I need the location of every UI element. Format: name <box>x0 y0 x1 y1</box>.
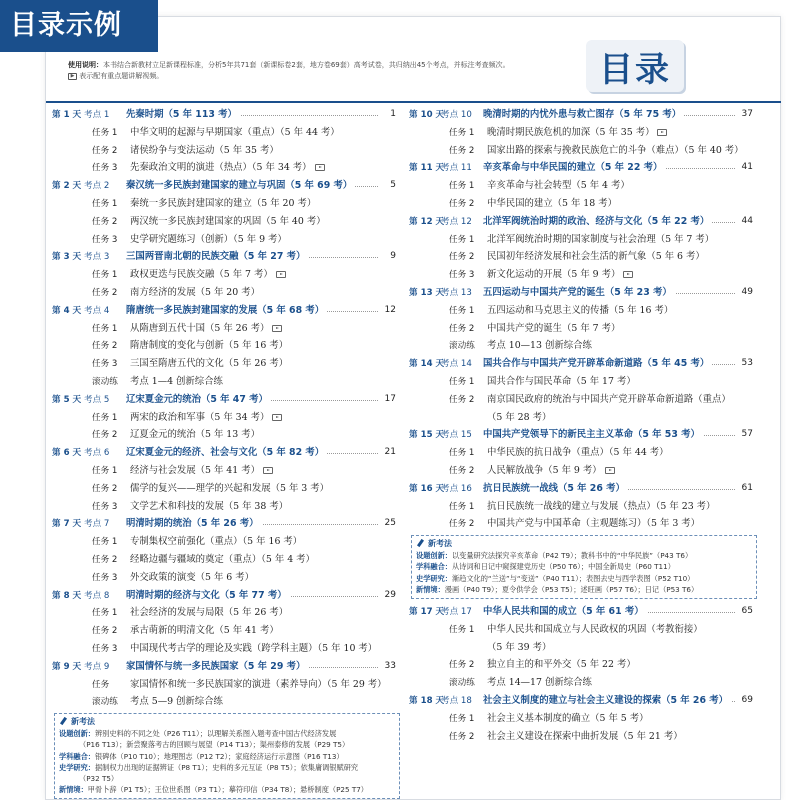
topic-number: 考点 6 <box>84 448 110 459</box>
task-line[interactable] <box>52 640 402 658</box>
task-text: （5 年 39 考） <box>487 641 552 653</box>
task-label: 任务 1 <box>449 624 475 635</box>
topic-title: 社会主义制度的建立与社会主义建设的探索（5 年 26 考） <box>483 695 731 706</box>
task-label: 任务 2 <box>92 483 118 494</box>
day-label: 第 8 天 <box>52 590 82 601</box>
topic-number: 考点 12 <box>441 216 472 227</box>
task-line[interactable] <box>409 266 759 284</box>
task-label: 任务 2 <box>92 430 118 441</box>
note-line <box>59 739 395 750</box>
topic-number: 考点 14 <box>441 359 472 370</box>
task-label: 任务 1 <box>449 127 475 138</box>
note-line <box>59 751 395 762</box>
task-text: 三国至隋唐五代的文化（5 年 26 考） <box>130 358 289 370</box>
task-line[interactable] <box>409 195 759 213</box>
task-label: 任务 2 <box>92 216 118 227</box>
task-text: 人民解放战争（5 年 9 考） <box>487 464 602 476</box>
task-text: 国共合作与国民革命（5 年 17 考） <box>487 375 636 387</box>
task-text: 辛亥革命与社会转型（5 年 4 考） <box>487 180 630 192</box>
toc-entry-heading[interactable] <box>409 426 759 444</box>
task-line[interactable] <box>409 177 759 195</box>
task-label: 任务 1 <box>92 608 118 619</box>
task-line[interactable] <box>52 462 402 480</box>
day-label: 第 9 天 <box>52 661 82 672</box>
topic-number: 考点 8 <box>84 590 110 601</box>
task-text: 社会主义建设在探索中曲折发展（5 年 21 考） <box>487 730 683 742</box>
task-label: 任务 1 <box>449 181 475 192</box>
toc-entry-heading[interactable] <box>52 444 402 462</box>
topic-title: 家国情怀与统一多民族国家（5 年 29 考） <box>126 661 308 672</box>
toc-entry-heading[interactable] <box>409 692 759 710</box>
note-line <box>59 784 395 795</box>
day-label: 第 12 天 <box>409 216 445 227</box>
note-title-text: 新考法 <box>428 539 452 549</box>
task-label: 任务 1 <box>92 127 118 138</box>
task-label: 任务 2 <box>449 252 475 263</box>
topic-number: 考点 9 <box>84 661 110 672</box>
toc-entry-heading[interactable] <box>52 587 402 605</box>
toc-entry-heading[interactable] <box>52 302 402 320</box>
topic-title: 明清时期的统治（5 年 26 考） <box>126 518 262 529</box>
topic-title: 晚清时期的内忧外患与救亡图存（5 年 75 考） <box>483 109 684 120</box>
note-text: 以变量研究法探究辛亥革命（P42 T9）；教科书中的“中华民族”（P43 T6） <box>451 551 693 561</box>
task-line[interactable] <box>409 320 759 338</box>
task-text: 儒学的复兴——理学的兴起和发展（5 年 3 考） <box>130 482 329 494</box>
note-category: 史学研究： <box>59 762 95 772</box>
task-line[interactable] <box>409 231 759 249</box>
toc-title-box <box>586 40 684 92</box>
task-text: 五四运动和马克思主义的传播（5 年 16 考） <box>487 304 674 316</box>
task-label: 任务 2 <box>449 519 475 530</box>
task-text: 两宋的政治和军事（5 年 34 考） <box>130 411 270 423</box>
topic-number: 考点 3 <box>84 252 110 263</box>
task-line[interactable] <box>52 195 402 213</box>
task-text: 中国共产党的诞生（5 年 7 考） <box>487 322 621 334</box>
task-text: 考点 14—17 创新综合练 <box>487 677 592 689</box>
note-category: 新情境： <box>59 785 88 795</box>
task-line[interactable] <box>52 337 402 355</box>
task-text: 中国共产党与中国革命（主观题练习）（5 年 3 考） <box>487 518 701 530</box>
task-label: 任务 2 <box>92 554 118 565</box>
task-line[interactable] <box>409 248 759 266</box>
task-line[interactable] <box>52 320 402 338</box>
task-label: 任务 <box>92 679 110 690</box>
toc-entry-heading[interactable] <box>52 248 402 266</box>
task-label: 任务 1 <box>92 198 118 209</box>
note-text: 渐趋文化的“兰送”与“变送”（P40 T11）；表图去史与西学表图（P52 T10） <box>451 573 695 583</box>
task-text: 史学研究题练习（创新）（5 年 9 考） <box>130 233 287 245</box>
topic-number: 考点 17 <box>441 606 472 617</box>
task-line[interactable] <box>52 355 402 373</box>
topic-title: 隋唐统一多民族封建国家的发展（5 年 68 考） <box>126 305 327 316</box>
toc-column-right <box>409 106 759 745</box>
note-text: 甲骨卜辞（P1 T5）；王位世系图（P3 T1）；摹符印信（P34 T8）；悬桥制度（P25 T7） <box>87 785 368 795</box>
toc-entry-heading[interactable] <box>52 391 402 409</box>
page-number: 65 <box>739 603 753 621</box>
note-line <box>416 584 752 595</box>
task-text: 隋唐制度的变化与创新（5 年 16 考） <box>130 340 289 352</box>
task-text: 承古萌新的明清文化（5 年 41 考） <box>130 625 279 637</box>
task-text: 专制集权空前强化（重点）（5 年 16 考） <box>130 536 303 548</box>
task-line[interactable] <box>409 515 759 533</box>
toc-entry-heading[interactable] <box>409 355 759 373</box>
task-line[interactable] <box>409 337 759 355</box>
task-text: 考点 5—9 创新综合练 <box>130 696 223 708</box>
task-line[interactable] <box>52 551 402 569</box>
day-label: 第 10 天 <box>409 110 445 120</box>
task-line[interactable] <box>52 142 402 160</box>
note-category: 学科融合： <box>416 562 452 572</box>
note-category: 史学研究： <box>416 573 452 583</box>
note-category: 设题创新： <box>59 729 95 739</box>
topic-title: 辛亥革命与中华民国的建立（5 年 22 考） <box>483 162 665 173</box>
day-label: 第 4 天 <box>52 305 82 316</box>
task-text: 中华民族的抗日战争（重点）（5 年 44 考） <box>487 447 669 459</box>
topic-title: 辽宋夏金元的经济、社会与文化（5 年 82 考） <box>126 447 327 458</box>
task-text: 政权更迭与民族交融（5 年 7 考） <box>130 269 273 281</box>
new-exam-method-box <box>411 535 757 599</box>
page-number: 57 <box>739 426 753 444</box>
video-icon[interactable] <box>623 271 633 278</box>
day-label: 第 13 天 <box>409 287 445 298</box>
task-text: 中华文明的起源与早期国家（重点）（5 年 44 考） <box>130 126 340 138</box>
topic-number: 考点 15 <box>441 430 472 441</box>
task-line[interactable] <box>409 391 759 409</box>
task-line[interactable] <box>52 533 402 551</box>
task-text: 新文化运动的开展（5 年 9 考） <box>487 269 621 281</box>
note-text: 据制权力出现的证据辨证（P8 T1）；史料的多元互证（P8 T5）；依集庸调银赋研究 <box>94 762 359 772</box>
topic-number: 考点 1 <box>84 110 110 120</box>
task-line[interactable] <box>52 266 402 284</box>
page-number: 37 <box>739 106 753 124</box>
page-number: 12 <box>382 302 396 320</box>
topic-title: 中华人民共和国的成立（5 年 61 考） <box>483 606 647 617</box>
topic-number: 考点 7 <box>84 519 110 530</box>
video-icon[interactable] <box>605 467 615 474</box>
topic-title: 抗日民族统一战线（5 年 26 考） <box>483 483 628 494</box>
task-line[interactable] <box>52 569 402 587</box>
page-number: 17 <box>382 391 396 409</box>
note-line <box>416 573 752 584</box>
topic-number: 考点 2 <box>84 181 110 192</box>
day-label: 第 14 天 <box>409 359 445 370</box>
toc-entry-heading[interactable] <box>409 603 759 621</box>
task-label: 任务 2 <box>449 198 475 209</box>
task-text: 诸侯纷争与变法运动（5 年 35 考） <box>130 144 279 156</box>
task-text: 北洋军阀统治时期的国家制度与社会治理（5 年 7 考） <box>487 233 715 245</box>
video-icon[interactable] <box>276 271 286 278</box>
note-line <box>416 550 752 561</box>
task-text: 中华民国的建立（5 年 18 考） <box>487 197 617 209</box>
topic-number: 考点 16 <box>441 483 472 494</box>
task-label: 任务 3 <box>92 234 118 245</box>
task-label: 任务 1 <box>449 305 475 316</box>
new-exam-method-box <box>54 713 400 799</box>
day-label: 第 15 天 <box>409 430 445 441</box>
task-line[interactable] <box>52 426 402 444</box>
topic-title: 五四运动与中国共产党的诞生（5 年 23 考） <box>483 287 675 298</box>
task-line[interactable] <box>409 302 759 320</box>
task-label: 任务 2 <box>449 731 475 742</box>
toc-column-left <box>52 106 402 800</box>
task-label: 任务 2 <box>449 323 475 334</box>
task-line[interactable] <box>409 710 759 728</box>
task-label: 任务 1 <box>92 537 118 548</box>
task-label: 任务 2 <box>92 145 118 156</box>
task-text: 外交政策的演变（5 年 6 考） <box>130 571 254 583</box>
toc-entry-heading[interactable] <box>409 159 759 177</box>
task-label: 任务 3 <box>92 572 118 583</box>
task-label: 任务 1 <box>449 501 475 512</box>
video-icon[interactable] <box>272 325 282 332</box>
pen-icon <box>59 717 68 726</box>
day-label: 第 7 天 <box>52 519 82 530</box>
task-text: 社会主义基本制度的确立（5 年 5 考） <box>487 712 649 724</box>
task-line[interactable] <box>409 498 759 516</box>
toc-entry-heading[interactable] <box>52 658 402 676</box>
task-label: 任务 3 <box>92 501 118 512</box>
task-line[interactable] <box>409 124 759 142</box>
day-label: 第 1 天 <box>52 110 82 120</box>
task-text: 经略边疆与疆域的奠定（重点）（5 年 4 考） <box>130 553 315 565</box>
toc-entry-heading[interactable] <box>52 177 402 195</box>
task-text: 秦统一多民族封建国家的建立（5 年 20 考） <box>130 197 317 209</box>
task-line[interactable] <box>52 480 402 498</box>
task-text: 文学艺术和科技的发展（5 年 38 考） <box>130 500 289 512</box>
page-number: 29 <box>382 587 396 605</box>
task-text: （5 年 28 考） <box>487 411 552 423</box>
note-line <box>59 762 395 773</box>
note-title <box>59 716 395 728</box>
note-text: 从诗词和日记中窥探建党历史（P50 T6）；中国全新局史（P60 T11） <box>451 562 675 572</box>
task-line[interactable] <box>52 622 402 640</box>
toc-entry-heading[interactable] <box>409 213 759 231</box>
note-line <box>416 561 752 572</box>
note-title <box>416 538 752 550</box>
task-text: 南方经济的发展（5 年 20 考） <box>130 286 260 298</box>
task-label: 任务 1 <box>449 234 475 245</box>
video-icon[interactable] <box>272 414 282 421</box>
toc-entry-heading[interactable] <box>409 480 759 498</box>
note-category: 新情境： <box>416 584 445 594</box>
day-label: 第 2 天 <box>52 181 82 192</box>
page-number: 61 <box>739 480 753 498</box>
video-icon[interactable] <box>315 164 325 171</box>
task-line[interactable] <box>409 462 759 480</box>
task-line[interactable] <box>409 656 759 674</box>
topic-number: 考点 13 <box>441 287 472 298</box>
note-line <box>59 773 395 784</box>
page-number: 1 <box>387 106 396 124</box>
usage-note-text: 本书结合新教材立足新课程标准，分析5年共71套（新课标卷2套，地方卷69套）高考试卷，共归纳出45个考点，并标注考查频次。 <box>103 61 510 69</box>
usage-note-video: 表示配有重点题讲解视频。 <box>79 72 164 80</box>
note-text: （P32 T5） <box>79 773 119 783</box>
task-label: 滚动练 <box>449 678 475 689</box>
task-text: 两汉统一多民族封建国家的巩固（5 年 40 考） <box>130 215 326 227</box>
task-line[interactable] <box>52 373 402 391</box>
task-line[interactable] <box>409 373 759 391</box>
task-text: 家国情怀和统一多民族国家的演进（素养导向）（5 年 29 考） <box>130 678 387 690</box>
task-text: 国家出路的探索与挽救民族危亡的斗争（难点）（5 年 40 考） <box>487 144 744 156</box>
topic-title: 国共合作与中国共产党开辟革命新道路（5 年 45 考） <box>483 358 712 369</box>
page-number: 33 <box>382 658 396 676</box>
note-title-text: 新考法 <box>71 717 95 727</box>
task-line[interactable] <box>52 693 402 711</box>
toc-entry-heading[interactable] <box>409 106 759 124</box>
note-line <box>59 728 395 739</box>
page-number: 53 <box>739 355 753 373</box>
day-label: 第 11 天 <box>409 163 445 174</box>
topic-title: 辽宋夏金元的统治（5 年 47 考） <box>126 394 271 405</box>
task-line[interactable] <box>52 676 402 694</box>
day-label: 第 5 天 <box>52 394 82 405</box>
task-label: 任务 1 <box>92 270 118 281</box>
task-text: 社会经济的发展与局限（5 年 26 考） <box>130 607 289 619</box>
topic-title: 三国两晋南北朝的民族交融（5 年 27 考） <box>126 251 308 262</box>
note-category: 学科融合： <box>59 751 95 761</box>
task-label: 任务 1 <box>92 465 118 476</box>
task-label: 任务 2 <box>449 660 475 671</box>
page-number: 9 <box>387 248 396 266</box>
task-line[interactable] <box>52 409 402 427</box>
page-number: 49 <box>739 284 753 302</box>
task-label: 任务 1 <box>92 323 118 334</box>
title-divider <box>46 101 781 103</box>
task-label: 任务 2 <box>92 626 118 637</box>
task-line[interactable] <box>52 213 402 231</box>
topic-number: 考点 10 <box>441 110 472 120</box>
task-line[interactable] <box>52 498 402 516</box>
task-text: 考点 1—4 创新综合练 <box>130 375 223 387</box>
task-text: 经济与社会发展（5 年 41 考） <box>130 464 260 476</box>
task-label: 任务 3 <box>92 643 118 654</box>
day-label: 第 17 天 <box>409 606 445 617</box>
task-label: 任务 2 <box>92 287 118 298</box>
task-line[interactable] <box>409 444 759 462</box>
task-label: 任务 2 <box>449 145 475 156</box>
task-text: 中国现代考古学的理论及实践（跨学科主题）（5 年 10 考） <box>130 642 378 654</box>
task-line[interactable] <box>52 284 402 302</box>
note-text: 银碑体（P10 T10）；地理图志（P12 T2）；家庭经济运行示意图（P16 T13） <box>94 751 344 761</box>
video-icon[interactable] <box>657 129 667 136</box>
page-number: 25 <box>382 515 396 533</box>
video-icon: ▶ <box>68 73 77 80</box>
usage-note-label: 使用说明： <box>68 61 103 69</box>
day-label: 第 3 天 <box>52 252 82 263</box>
task-text: 民国初年经济发展和社会生活的新气象（5 年 6 考） <box>487 251 705 263</box>
task-text: 从隋唐到五代十国（5 年 26 考） <box>130 322 270 334</box>
topic-title: 先秦时期（5 年 113 考） <box>126 109 240 120</box>
task-text: 南京国民政府的统治与中国共产党开辟革命新道路（重点） <box>487 393 731 405</box>
task-line-continued <box>409 409 759 427</box>
day-label: 第 18 天 <box>409 695 445 706</box>
note-text: （P16 T13）；新尝聚落考古的回顾与展望（P14 T13）；渠州泰修的发展（P29 T5） <box>79 740 350 750</box>
task-line[interactable] <box>409 728 759 746</box>
topic-number: 考点 4 <box>84 305 110 316</box>
task-line[interactable] <box>409 621 759 639</box>
topic-title: 北洋军阀统治时期的政治、经济与文化（5 年 22 考） <box>483 216 712 227</box>
task-label: 任务 3 <box>449 270 475 281</box>
topic-number: 考点 18 <box>441 695 472 706</box>
task-label: 任务 2 <box>449 465 475 476</box>
topic-title: 明清时期的经济与文化（5 年 77 考） <box>126 590 290 601</box>
note-text: 辨别史料的不同之处（P26 T11）；以理解关系图入题考查中国古代经济发展 <box>94 729 337 739</box>
task-text: 中华人民共和国成立与人民政权的巩固（考教衔接） <box>487 623 703 635</box>
task-label: 任务 1 <box>449 376 475 387</box>
page-number: 5 <box>387 177 396 195</box>
task-label: 滚动练 <box>92 697 118 708</box>
page-number: 41 <box>739 159 753 177</box>
dotted-leader <box>232 115 378 116</box>
task-line[interactable] <box>409 142 759 160</box>
topic-title: 中国共产党领导下的新民主主义革命（5 年 53 考） <box>483 429 703 440</box>
task-label: 任务 2 <box>92 341 118 352</box>
task-line[interactable] <box>52 124 402 142</box>
toc-entry-heading[interactable] <box>52 515 402 533</box>
task-text: 独立自主的和平外交（5 年 22 考） <box>487 659 636 671</box>
task-text: 考点 10—13 创新综合练 <box>487 340 592 352</box>
page-number: 21 <box>382 444 396 462</box>
topic-number: 考点 11 <box>441 163 472 174</box>
task-text: 晚清时期民族危机的加深（5 年 35 考） <box>487 126 655 138</box>
usage-note <box>68 60 568 82</box>
task-text: 先秦政治文明的演进（热点）（5 年 34 考） <box>130 162 312 174</box>
task-text: 抗日民族统一战线的建立与发展（热点）（5 年 23 考） <box>487 500 716 512</box>
task-line[interactable] <box>52 231 402 249</box>
task-label: 任务 2 <box>449 394 475 405</box>
task-label: 滚动练 <box>92 376 118 387</box>
task-label: 滚动练 <box>449 341 475 352</box>
day-label: 第 16 天 <box>409 483 445 494</box>
page-number: 44 <box>739 213 753 231</box>
task-line[interactable] <box>52 159 402 177</box>
page-number: 69 <box>739 692 753 710</box>
task-line[interactable] <box>52 604 402 622</box>
video-icon[interactable] <box>263 467 273 474</box>
note-text: 漫画（P40 T9）；夏令供学会（P53 T5）；述旺画（P57 T6）；日记（P53 T6） <box>444 584 699 594</box>
banner-label: 目录示例 <box>0 0 158 52</box>
topic-title: 秦汉统一多民族封建国家的建立与巩固（5 年 69 考） <box>126 180 355 191</box>
page-title: 目录 <box>599 49 671 90</box>
day-label: 第 6 天 <box>52 448 82 459</box>
task-line-continued <box>409 639 759 657</box>
task-label: 任务 1 <box>449 448 475 459</box>
toc-entry-heading[interactable] <box>52 106 402 124</box>
task-line[interactable] <box>409 674 759 692</box>
note-category: 设题创新： <box>416 551 452 561</box>
task-label: 任务 1 <box>92 412 118 423</box>
toc-entry-heading[interactable] <box>409 284 759 302</box>
task-label: 任务 3 <box>92 163 118 174</box>
topic-number: 考点 5 <box>84 394 110 405</box>
task-label: 任务 1 <box>449 713 475 724</box>
pen-icon <box>416 539 425 548</box>
task-text: 辽夏金元的统治（5 年 13 考） <box>130 429 260 441</box>
task-label: 任务 3 <box>92 359 118 370</box>
